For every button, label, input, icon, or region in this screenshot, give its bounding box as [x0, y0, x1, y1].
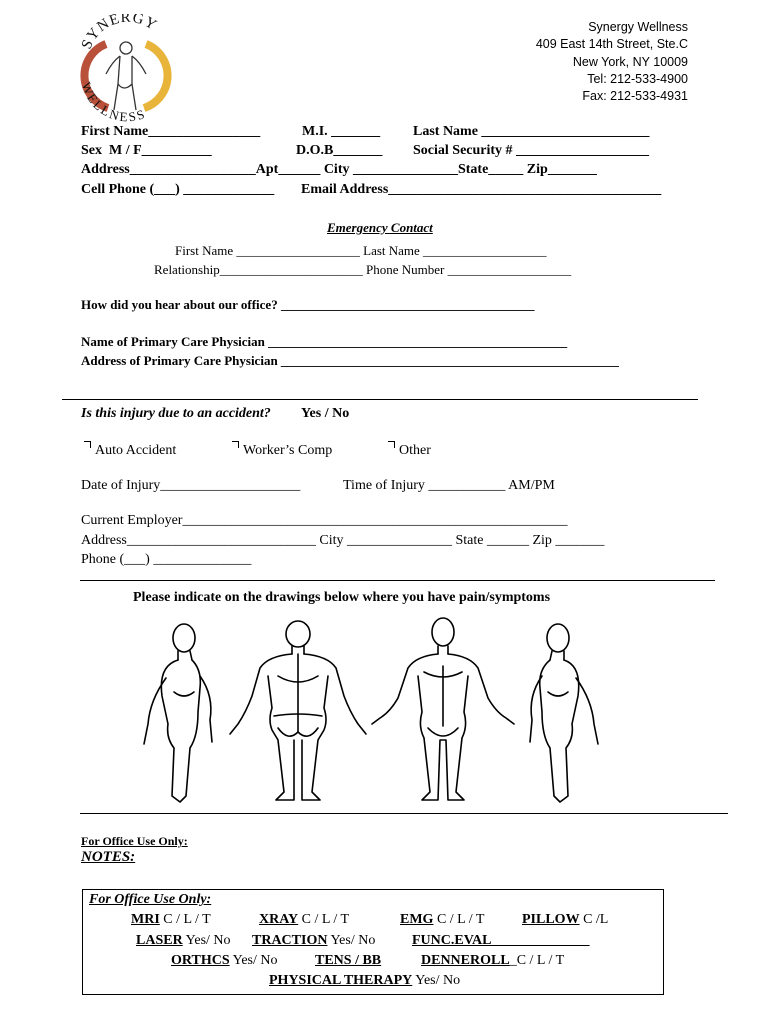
office-box-title: For Office Use Only: — [89, 892, 212, 907]
emergency-name-fields[interactable]: First Name ___________________ Last Name ___________________ — [175, 243, 547, 258]
physical-therapy-option[interactable]: PHYSICAL THERAPY Yes/ No — [269, 973, 461, 988]
orthcs-option[interactable]: ORTHCS Yes/ No — [171, 953, 278, 968]
divider — [80, 813, 728, 814]
auto-accident-option[interactable]: Auto Accident — [84, 441, 176, 459]
pcp-name-field[interactable]: Name of Primary Care Physician ______________________________________________ — [81, 334, 568, 349]
checkbox-icon[interactable] — [388, 441, 395, 448]
body-side-right-icon — [530, 624, 598, 802]
pillow-option[interactable]: PILLOW C /L — [522, 912, 609, 927]
pain-instructions: Please indicate on the drawings below where you have pain/symptoms — [133, 590, 551, 605]
accident-question: Is this injury due to an accident? — [81, 406, 271, 421]
cell-phone-field[interactable]: Cell Phone (___) _____________ — [81, 182, 275, 197]
clinic-name: Synergy Wellness — [588, 20, 688, 34]
employer-address-field[interactable]: Address___________________________ City _______________ State ______ Zip _______ — [81, 533, 605, 548]
emergency-contact-heading: Emergency Contact — [327, 220, 433, 235]
clinic-address-line1: 409 East 14th Street, Ste.C — [535, 37, 688, 52]
emg-option[interactable]: EMG C / L / T — [400, 912, 485, 927]
clinic-tel: Tel: 212-533-4900 — [587, 71, 688, 86]
office-use-label: For Office Use Only: — [81, 834, 188, 848]
body-front-icon — [372, 618, 514, 800]
referral-question[interactable]: How did you hear about our office? _______________________________________ — [81, 297, 535, 312]
ssn-field[interactable]: Social Security # ___________________ — [413, 143, 650, 158]
synergy-wellness-logo — [76, 14, 176, 122]
divider — [80, 580, 715, 581]
accident-yes-no[interactable]: Yes / No — [301, 406, 350, 421]
func-eval-field[interactable]: FUNC.EVAL______________ — [412, 933, 590, 948]
sex-field[interactable]: Sex M / F__________ — [81, 143, 212, 158]
current-employer-field[interactable]: Current Employer_______________________________________________________ — [81, 513, 568, 528]
date-of-injury-field[interactable]: Date of Injury____________________ — [81, 478, 301, 493]
clinic-contact-block — [536, 19, 688, 105]
first-name-field[interactable]: First Name________________ — [81, 124, 261, 139]
denneroll-option[interactable]: DENNEROLL_C / L / T — [421, 953, 565, 968]
notes-label: NOTES: — [81, 849, 136, 865]
mri-option[interactable]: MRI C / L / T — [131, 912, 211, 927]
time-of-injury-field[interactable]: Time of Injury ___________ AM/PM — [343, 478, 555, 493]
workers-comp-option[interactable]: Worker’s Comp — [232, 441, 332, 459]
middle-initial-field[interactable]: M.I. _______ — [302, 124, 381, 139]
laser-option[interactable]: LASER Yes/ No — [136, 933, 231, 948]
divider — [62, 399, 698, 400]
last-name-field[interactable]: Last Name ________________________ — [413, 124, 650, 139]
tens-bb-option[interactable]: TENS / BB — [315, 953, 382, 968]
clinic-address-line2: New York, NY 10009 — [572, 54, 688, 69]
dob-field[interactable]: D.O.B_______ — [296, 143, 383, 158]
checkbox-icon[interactable] — [232, 441, 239, 448]
emergency-relationship-fields[interactable]: Relationship______________________ Phone Number ___________________ — [154, 262, 572, 277]
address-field[interactable]: Address__________________Apt______ City _______________State_____ Zip_______ — [81, 162, 597, 177]
other-option[interactable]: Other — [388, 441, 431, 459]
svg-text:WELLNESS: WELLNESS — [78, 80, 149, 122]
clinic-fax: Fax: 212-533-4931 — [582, 89, 688, 104]
traction-option[interactable]: TRACTION Yes/ No — [252, 933, 376, 948]
employer-phone-field[interactable]: Phone (___) ______________ — [81, 552, 252, 567]
checkbox-icon[interactable] — [84, 441, 91, 448]
email-field[interactable]: Email Address_______________________________________ — [301, 182, 662, 197]
body-side-left-icon — [144, 624, 212, 802]
body-diagram[interactable] — [128, 616, 616, 812]
xray-option[interactable]: XRAY C / L / T — [259, 912, 350, 927]
svg-text:SYNERGY: SYNERGY — [78, 14, 160, 52]
pcp-address-field[interactable]: Address of Primary Care Physician ____________________________________________________ — [81, 353, 619, 368]
body-back-icon — [230, 621, 366, 800]
